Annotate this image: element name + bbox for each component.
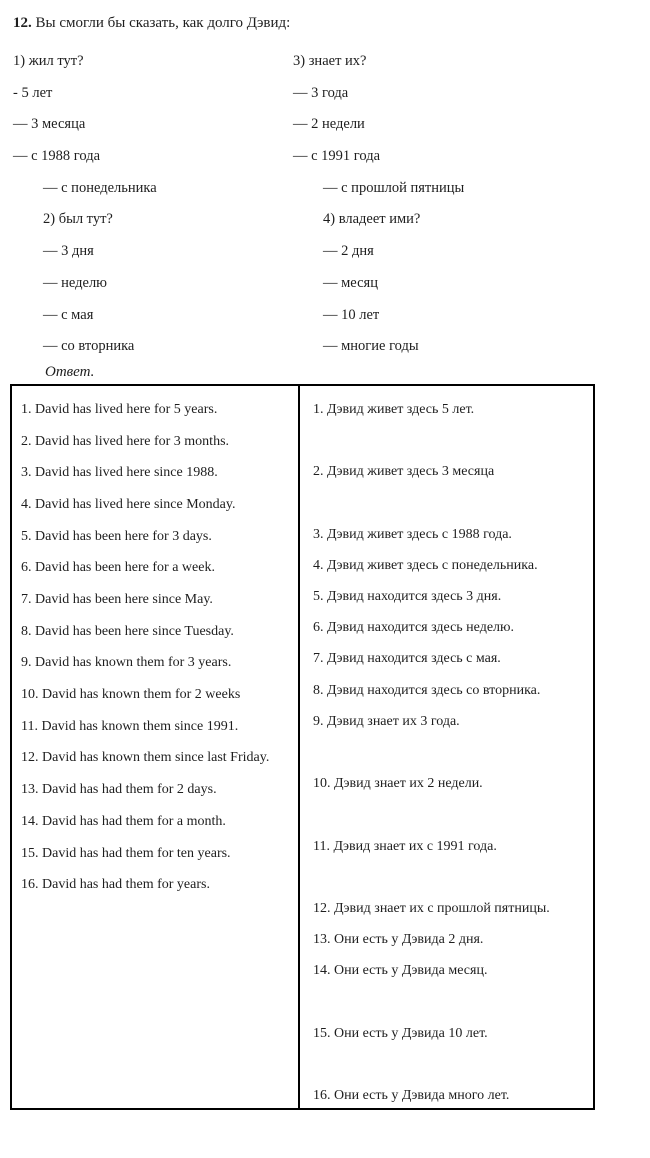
prompt-line [13, 331, 293, 363]
prompt-line [293, 331, 464, 363]
answer-line [313, 706, 590, 737]
answer-line-number: 5. [21, 528, 32, 544]
answer-line-text: David has lived here since Monday. [35, 496, 236, 512]
prompt-line [13, 268, 293, 300]
answer-line-text: David has known them for 3 years. [35, 655, 232, 671]
answers-column-english [12, 386, 300, 1108]
answer-line [313, 550, 590, 581]
answer-line [21, 774, 295, 806]
answer-line [313, 955, 590, 986]
answer-line-number: 13. [21, 782, 39, 798]
prompt-line-text: — 3 года [293, 84, 349, 101]
prompt-line [293, 300, 464, 332]
answer-line-text: David has had them for ten years. [42, 845, 231, 861]
answer-line-number: 12. [21, 750, 39, 766]
prompt-line [13, 46, 293, 78]
answer-line-number: 8. [313, 682, 324, 698]
answer-line-number: 7. [313, 651, 324, 667]
answer-line-text: Дэвид живет здесь с 1988 года. [327, 526, 512, 542]
prompt-line-text: — с 1988 года [13, 148, 101, 165]
answer-line [313, 643, 590, 674]
prompt-line-text: 4) владеет ими? [323, 211, 421, 228]
prompt-line-text: 3) знает их? [293, 53, 367, 69]
prompt-line [293, 109, 464, 141]
answer-line-text: David has been here since May. [35, 592, 213, 607]
prompt-line [293, 173, 464, 205]
answer-line-number: 2. [313, 464, 324, 480]
prompt-line [13, 109, 293, 141]
prompt-line [293, 141, 464, 173]
answer-line-text: David has lived here for 3 months. [35, 433, 230, 449]
answer-line-text: Дэвид живет здесь с понедельника. [327, 557, 538, 573]
answer-line [21, 489, 295, 521]
answer-line [313, 675, 590, 706]
answer-line-text: David has lived here for 5 years. [35, 401, 218, 417]
prompt-line-text: — с мая [43, 306, 94, 323]
answer-line [313, 519, 590, 550]
prompt-line [13, 300, 293, 332]
answer-line-text: Они есть у Дэвида 2 дня. [334, 932, 484, 948]
prompt-line [13, 236, 293, 268]
answer-line [21, 457, 295, 489]
answer-line-text: Дэвид знает их 3 года. [327, 713, 460, 729]
answer-line-number: 11. [313, 838, 330, 854]
answer-line [21, 806, 295, 838]
exercise-number: 12. [13, 15, 32, 31]
answer-line-text: Дэвид находится здесь с мая. [327, 651, 501, 667]
answer-line-number: 15. [313, 1025, 331, 1041]
answer-label: Ответ. [45, 363, 95, 380]
prompt-line [13, 173, 293, 205]
answer-line-number: 3. [313, 526, 324, 542]
answer-line [21, 426, 295, 458]
answer-line [21, 742, 295, 774]
answer-line [21, 394, 295, 426]
answer-line [313, 893, 590, 924]
answer-line-text: Дэвид находится здесь 3 дня. [327, 589, 502, 604]
answer-line-number: 8. [21, 623, 32, 639]
answer-line-number: 1. [21, 401, 32, 417]
answer-line-number: 14. [313, 963, 331, 979]
answer-line [313, 581, 590, 612]
answer-line-text: Дэвид знает их 2 недели. [334, 776, 483, 792]
answers-table [10, 384, 595, 1110]
answer-line-number: 4. [21, 496, 32, 512]
answer-line-number: 7. [21, 592, 32, 607]
answer-line-text: David has been here since Tuesday. [35, 623, 234, 639]
prompt-line [13, 78, 293, 110]
prompt-line-text: — неделю [43, 274, 108, 291]
answer-line-number: 1. [313, 401, 324, 417]
answer-line-number: 10. [21, 687, 39, 703]
answer-line-text: David has known them since last Friday. [42, 750, 270, 766]
answer-line [313, 394, 590, 425]
prompt-columns [13, 46, 650, 363]
answer-line-text: David has known them for 2 weeks [42, 687, 241, 703]
prompt-line [13, 204, 293, 236]
prompt-line-text: — с прошлой пятницы [323, 179, 465, 196]
answer-line-text: Дэвид живет здесь 5 лет. [327, 401, 475, 417]
answer-line-number: 11. [21, 718, 38, 734]
prompt-column-right [293, 46, 464, 363]
prompt-line [293, 204, 464, 236]
answer-line-number: 14. [21, 813, 39, 829]
answer-line [313, 1018, 590, 1049]
answer-line-text: David has lived here since 1988. [35, 465, 218, 481]
prompt-line-text: — со вторника [43, 338, 135, 355]
answer-line-text: David has been here for 3 days. [35, 528, 212, 544]
answer-line [21, 552, 295, 584]
answer-line-text: David has had them for a month. [42, 813, 226, 829]
answer-line-number: 16. [21, 877, 39, 893]
answer-line [21, 711, 295, 743]
answer-line-text: Дэвид находится здесь неделю. [327, 620, 514, 636]
answer-line [21, 838, 295, 870]
prompt-line [293, 78, 464, 110]
answer-line [313, 924, 590, 955]
prompt-line-text: 1) жил тут? [13, 53, 84, 69]
prompt-line-text: — 2 недели [293, 116, 365, 133]
answer-line-number: 16. [313, 1088, 331, 1103]
prompt-line-text: — месяц [323, 274, 378, 291]
answer-line-text: Дэвид живет здесь 3 месяца [327, 464, 495, 480]
answers-column-russian [300, 386, 593, 1108]
prompt-line [13, 141, 293, 173]
answer-line-number: 9. [21, 655, 32, 671]
prompt-line-text: — многие годы [323, 338, 419, 355]
answer-line [313, 456, 590, 487]
answer-line [21, 679, 295, 711]
prompt-column-left [13, 46, 293, 363]
answer-line-number: 5. [313, 589, 324, 604]
answer-line-number: 6. [313, 620, 324, 636]
answer-line-text: David has been here for a week. [35, 560, 215, 576]
answer-line [21, 647, 295, 679]
answer-line-number: 13. [313, 932, 331, 948]
answer-line-text: David has known them since 1991. [41, 718, 239, 734]
answer-line-text: Они есть у Дэвида месяц. [334, 963, 488, 979]
prompt-line [293, 46, 464, 78]
answer-line [313, 831, 590, 862]
answer-line-number: 4. [313, 557, 324, 573]
prompt-line [293, 236, 464, 268]
answer-line-number: 2. [21, 433, 32, 449]
answer-line-number: 3. [21, 465, 32, 481]
answer-line [21, 521, 295, 553]
prompt-line-text: — с понедельника [43, 179, 157, 196]
prompt-line-text: — 3 дня [43, 243, 94, 260]
answer-line-text: Дэвид знает их с 1991 года. [333, 838, 497, 854]
answer-line-number: 9. [313, 713, 324, 729]
answer-line-text: David has had them for years. [42, 877, 210, 893]
answer-line-number: 6. [21, 560, 32, 576]
answer-line [21, 584, 295, 616]
answer-line [313, 1080, 590, 1108]
answer-line [21, 616, 295, 648]
answer-line-number: 12. [313, 900, 331, 916]
answer-line-text: Они есть у Дэвида много лет. [334, 1088, 510, 1103]
prompt-line-text: - 5 лет [13, 84, 53, 101]
answer-line [21, 869, 295, 901]
answer-line-text: Они есть у Дэвида 10 лет. [334, 1025, 488, 1041]
exercise-title [13, 14, 650, 46]
answer-line-text: David has had them for 2 days. [42, 782, 217, 798]
answer-line [313, 612, 590, 643]
answer-line-number: 10. [313, 776, 331, 792]
prompt-line-text: — 2 дня [323, 243, 374, 260]
exercise-title-text: Вы смогли бы сказать, как долго Дэвид: [35, 15, 291, 31]
prompt-line-text: — 10 лет [323, 306, 380, 323]
prompt-line [293, 268, 464, 300]
answer-line-text: Дэвид находится здесь со вторника. [327, 682, 541, 698]
answer-line [313, 768, 590, 799]
prompt-line-text: 2) был тут? [43, 211, 113, 228]
prompt-line-text: — 3 месяца [13, 116, 86, 133]
prompt-line-text: — с 1991 года [293, 148, 381, 165]
answer-line-text: Дэвид знает их с прошлой пятницы. [334, 900, 550, 916]
answer-line-number: 15. [21, 845, 39, 861]
